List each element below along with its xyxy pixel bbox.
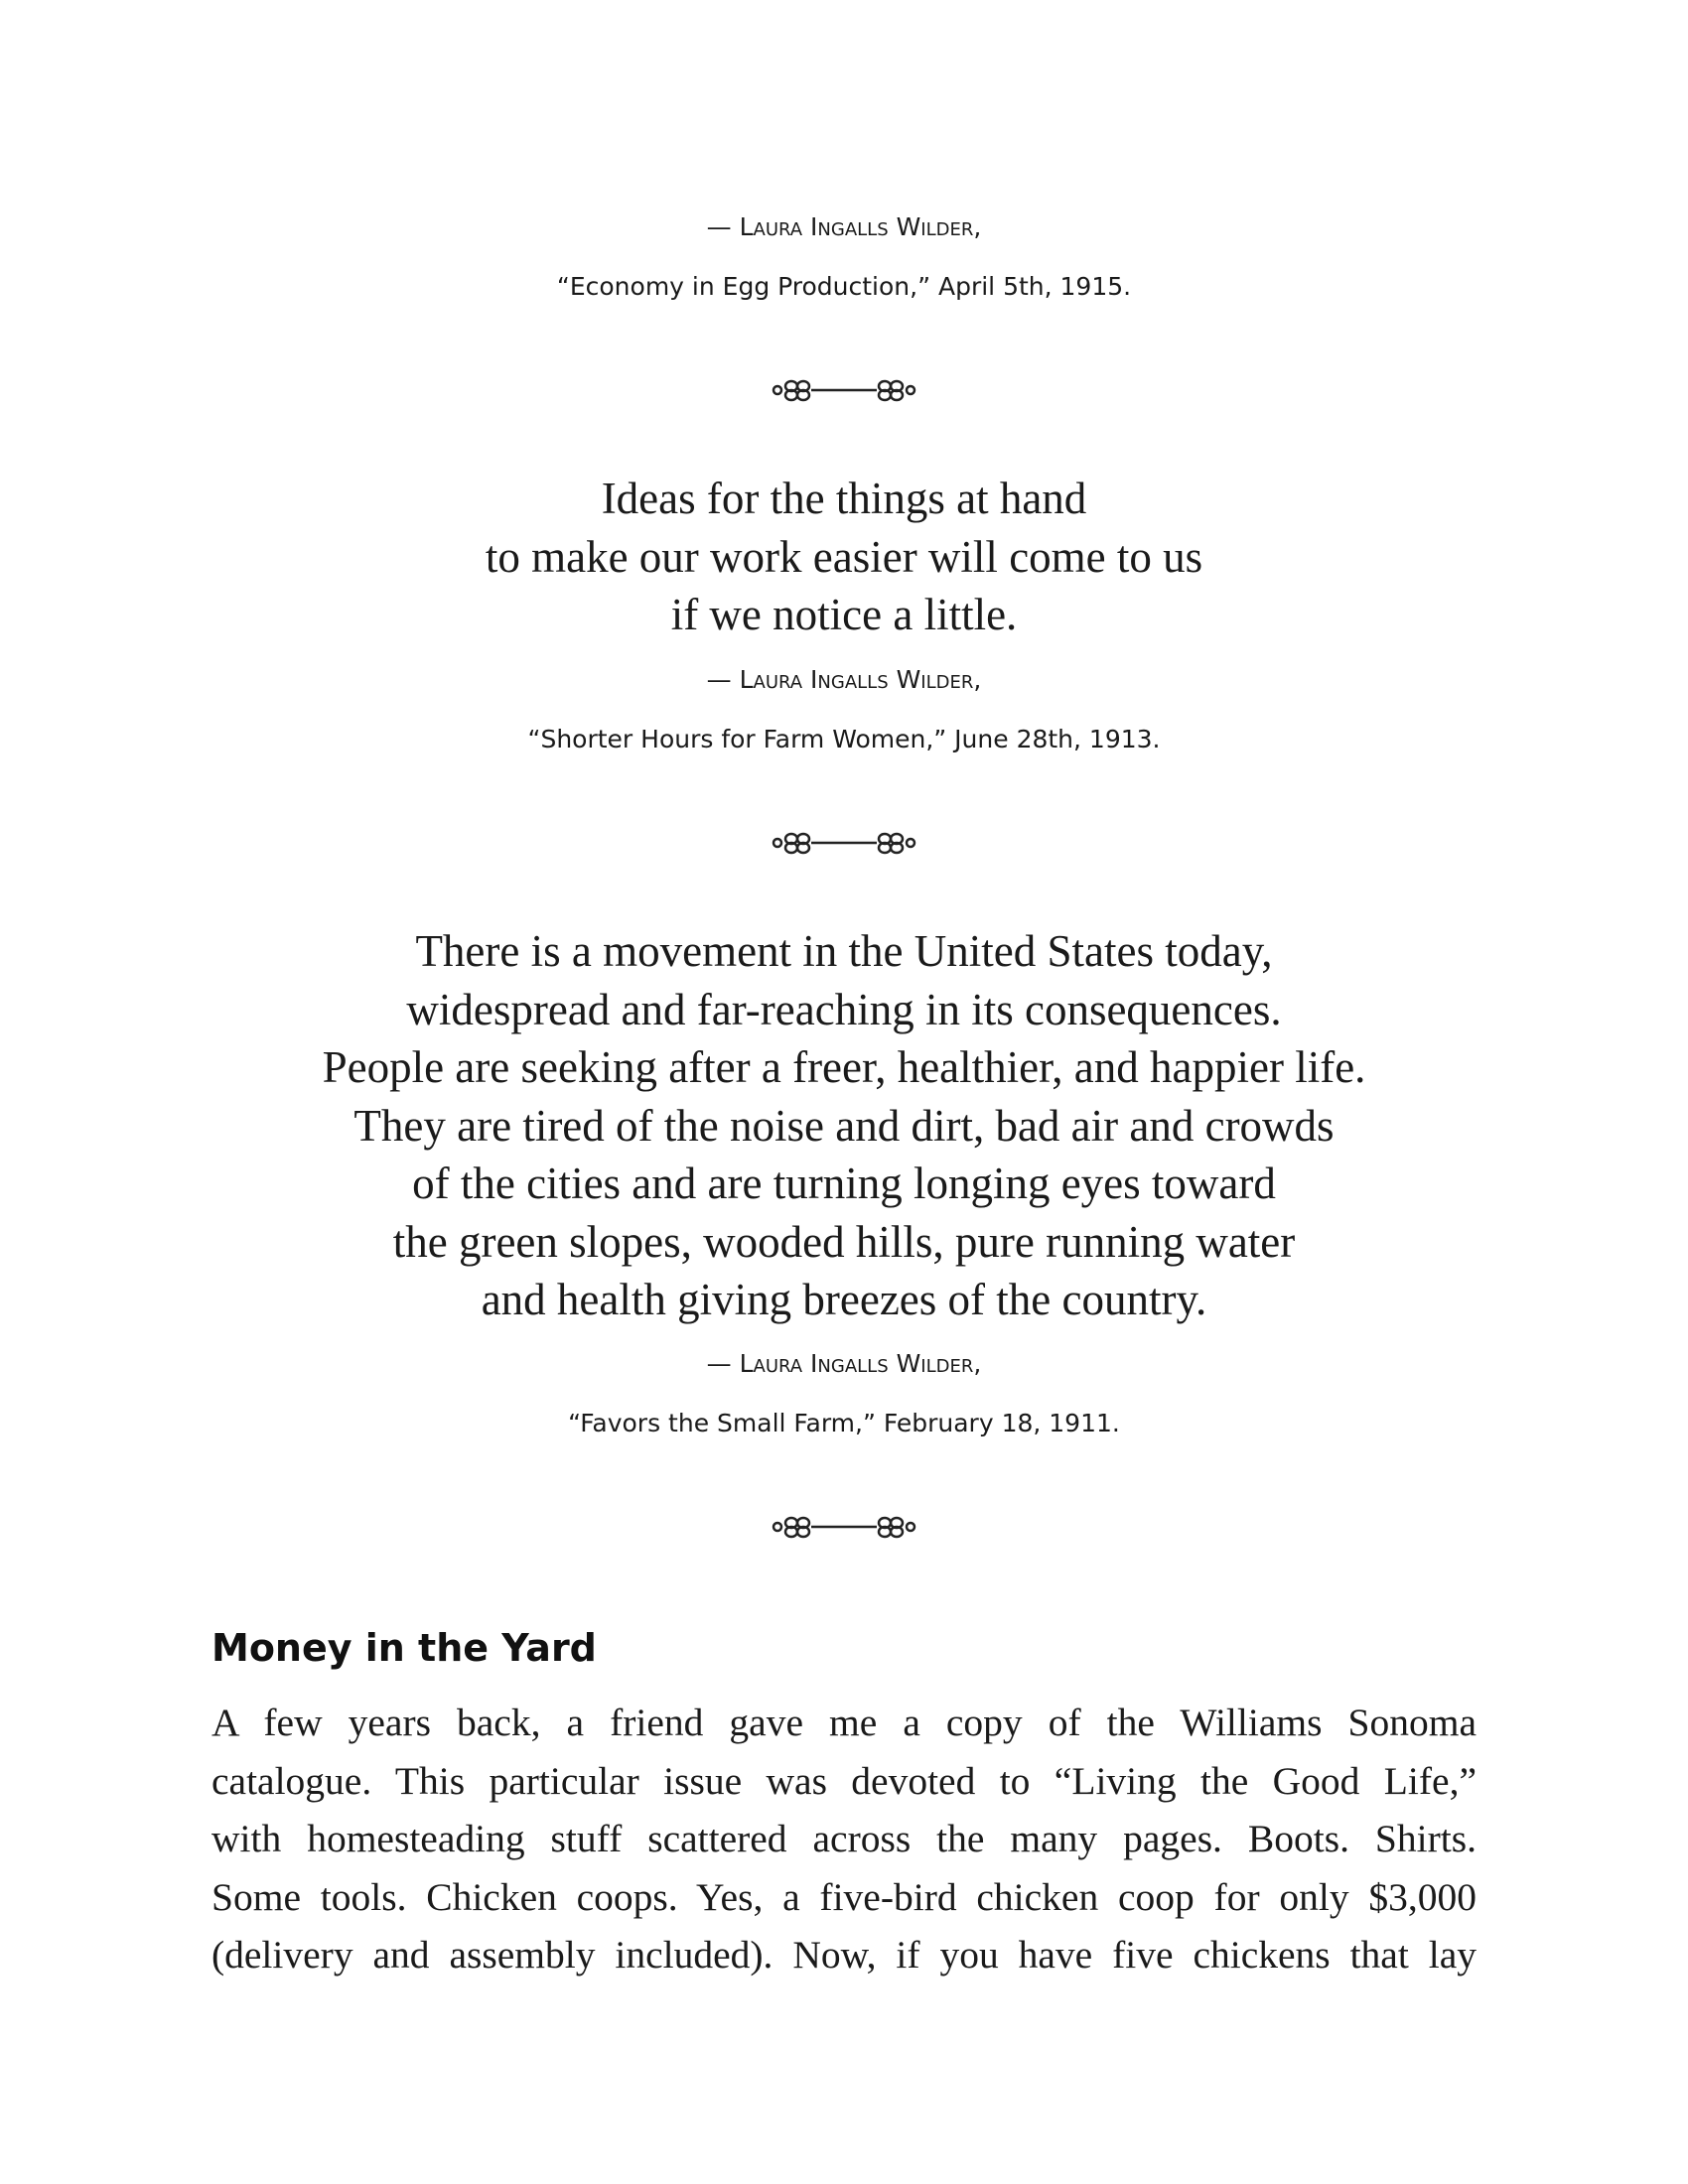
quote-3 [0,922,1688,1329]
attribution-source-3: “Favors the Small Farm,” February 18, 1911. [568,1409,1120,1437]
quote-line: There is a movement in the United States today, [415,926,1273,976]
quote-line: Ideas for the things at hand [601,474,1087,523]
paragraph-line: with homesteading stuff scattered across the many pages. Boots. Shirts. [211,1817,1477,1860]
attribution-author-1: — Laura Ingalls Wilder, [706,212,982,241]
section-heading: Money in the Yard [211,1626,597,1670]
paragraph-line: Some tools. Chicken coops. Yes, a five-bird chicken coop for only $3,000 [211,1874,1477,1919]
quote-line: People are seeking after a freer, healthier, and happier life. [322,1042,1366,1092]
quote-2 [0,470,1688,644]
floral-divider-icon [770,826,918,860]
paragraph-line: catalogue. This particular issue was devoted to “Living the Good Life,” [211,1758,1477,1803]
attribution-source-2: “Shorter Hours for Farm Women,” June 28th, 1913. [527,725,1161,753]
paragraph-line: (delivery and assembly included). Now, if you have five chickens that lay [211,1933,1477,1977]
attribution-author-2: — Laura Ingalls Wilder, [706,665,982,694]
paragraph-line: A few years back, a friend gave me a copy of the Williams Sonoma [211,1701,1477,1744]
attribution-source-1: “Economy in Egg Production,” April 5th, 1915. [556,272,1132,301]
quote-line: if we notice a little. [670,590,1018,639]
floral-divider-icon [770,373,918,407]
quote-line: of the cities and are turning longing eyes toward [412,1159,1276,1208]
attribution-author-3: — Laura Ingalls Wilder, [706,1349,982,1378]
quote-line: and health giving breezes of the country. [481,1275,1207,1324]
quote-line: the green slopes, wooded hills, pure running water [392,1216,1296,1267]
floral-divider-icon [770,1510,918,1544]
quote-line: to make our work easier will come to us [485,531,1203,582]
quote-line: widespread and far-reaching in its consequences. [406,984,1282,1034]
quote-line: They are tired of the noise and dirt, bad air and crowds [353,1100,1335,1151]
body-paragraph [211,1694,1477,1984]
